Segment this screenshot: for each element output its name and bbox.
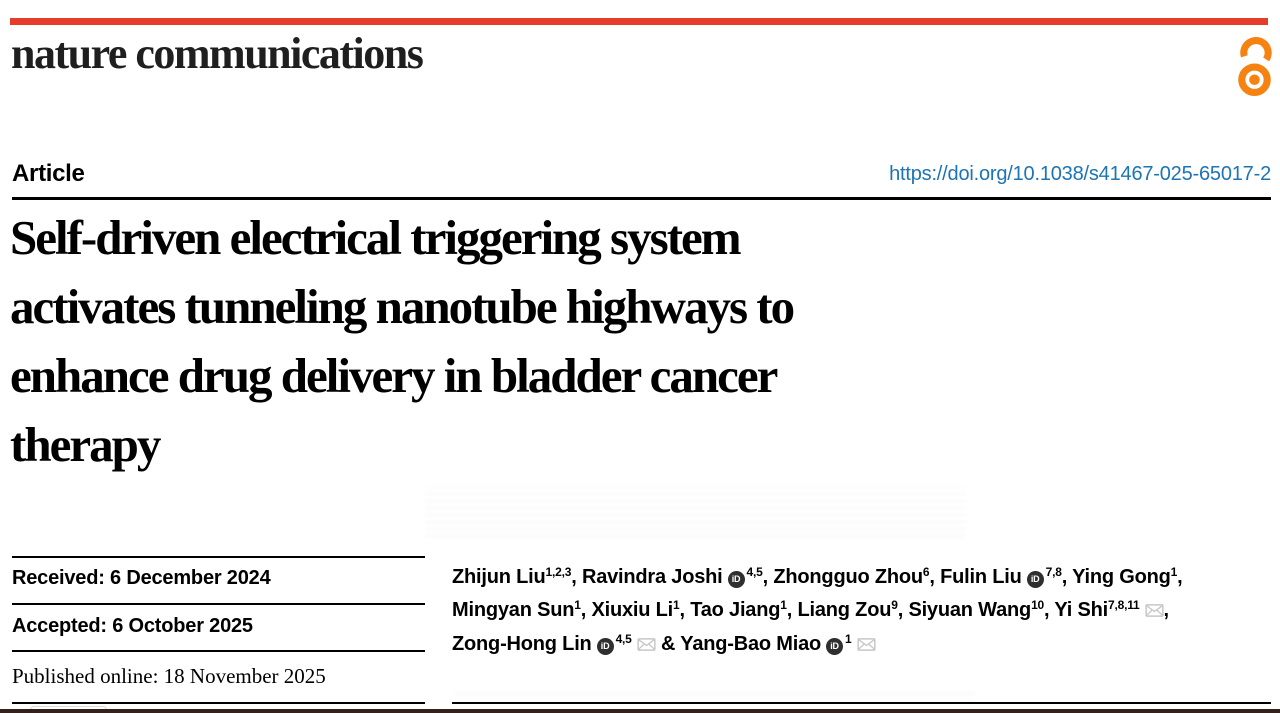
published-date: Published online: 18 November 2025 xyxy=(12,664,326,688)
title-line-2: activates tunneling nanotube highways to xyxy=(10,279,794,334)
orcid-icon[interactable]: iD xyxy=(1027,571,1044,588)
accepted-date: Accepted: 6 October 2025 xyxy=(12,615,253,637)
author: Yi Shi$^{7,8,11}$ xyxy=(1054,599,1163,621)
journal-logo: nature communications xyxy=(11,29,423,78)
email-icon[interactable] xyxy=(857,629,876,662)
doi-link[interactable]: https://doi.org/10.1038/s41467-025-65017-2 xyxy=(889,163,1271,185)
author: Liang Zou$^9$ xyxy=(797,598,898,621)
title-line-3: enhance drug delivery in bladder cancer xyxy=(10,348,777,403)
journal-brand-bar xyxy=(10,18,1268,25)
title-line-4: therapy xyxy=(10,417,160,472)
open-access-icon[interactable] xyxy=(1237,34,1272,97)
author: Fulin Liu iD $^{7,8}$ xyxy=(940,565,1062,588)
received-date: Received: 6 December 2024 xyxy=(12,567,271,589)
date-rule xyxy=(12,650,425,652)
author: Siyuan Wang$^{10}$ xyxy=(908,598,1045,621)
authors-rule xyxy=(452,702,1271,704)
email-icon[interactable] xyxy=(1145,595,1164,628)
author: Ying Gong$^1$ xyxy=(1072,565,1178,588)
title-line-1: Self-driven electrical triggering system xyxy=(10,210,740,265)
orcid-icon[interactable]: iD xyxy=(826,638,843,655)
author: Mingyan Sun$^1$ xyxy=(452,598,581,621)
date-rule xyxy=(12,603,425,605)
author: Tao Jiang$^1$ xyxy=(690,598,787,621)
header-rule xyxy=(12,197,1271,200)
ghost-text-artifact xyxy=(425,487,965,537)
orcid-icon[interactable]: iD xyxy=(728,571,745,588)
orcid-icon[interactable]: iD xyxy=(597,638,614,655)
date-rule xyxy=(12,556,425,558)
ghost-text-artifact xyxy=(455,690,975,702)
author: Zhijun Liu$^{1,2,3}$ xyxy=(452,565,572,588)
author-list: Zhijun Liu$^{1,2,3}$, Ravindra Joshi iD $^{4,5}$, Zhongguo Zhou$^6$, Fulin Liu iD $^{7,8}$, Ying Gong$^1$, Mingyan Sun$^1$, Xiuxiu Li$^1$, Tao Jiang$^1$, Liang Zou$^9$, Siyuan Wang$^{10}$, Yi Shi$^{7,8,11}$ , Zong-Hong Lin iD $^{4,5}$ & Yang-Bao Miao iD $^1$ xyxy=(452,561,1274,662)
author: Xiuxiu Li$^1$ xyxy=(591,598,680,621)
author: Yang-Bao Miao iD $^1$ xyxy=(680,633,875,655)
author: Ravindra Joshi iD $^{4,5}$ xyxy=(581,565,763,588)
email-icon[interactable] xyxy=(637,629,656,662)
article-title xyxy=(10,203,793,479)
author: Zhongguo Zhou$^6$ xyxy=(773,565,930,588)
article-type-label: Article xyxy=(12,160,85,187)
author: Zong-Hong Lin iD $^{4,5}$ xyxy=(452,633,656,655)
page-bottom-bar xyxy=(0,709,1280,713)
date-rule xyxy=(12,702,425,704)
